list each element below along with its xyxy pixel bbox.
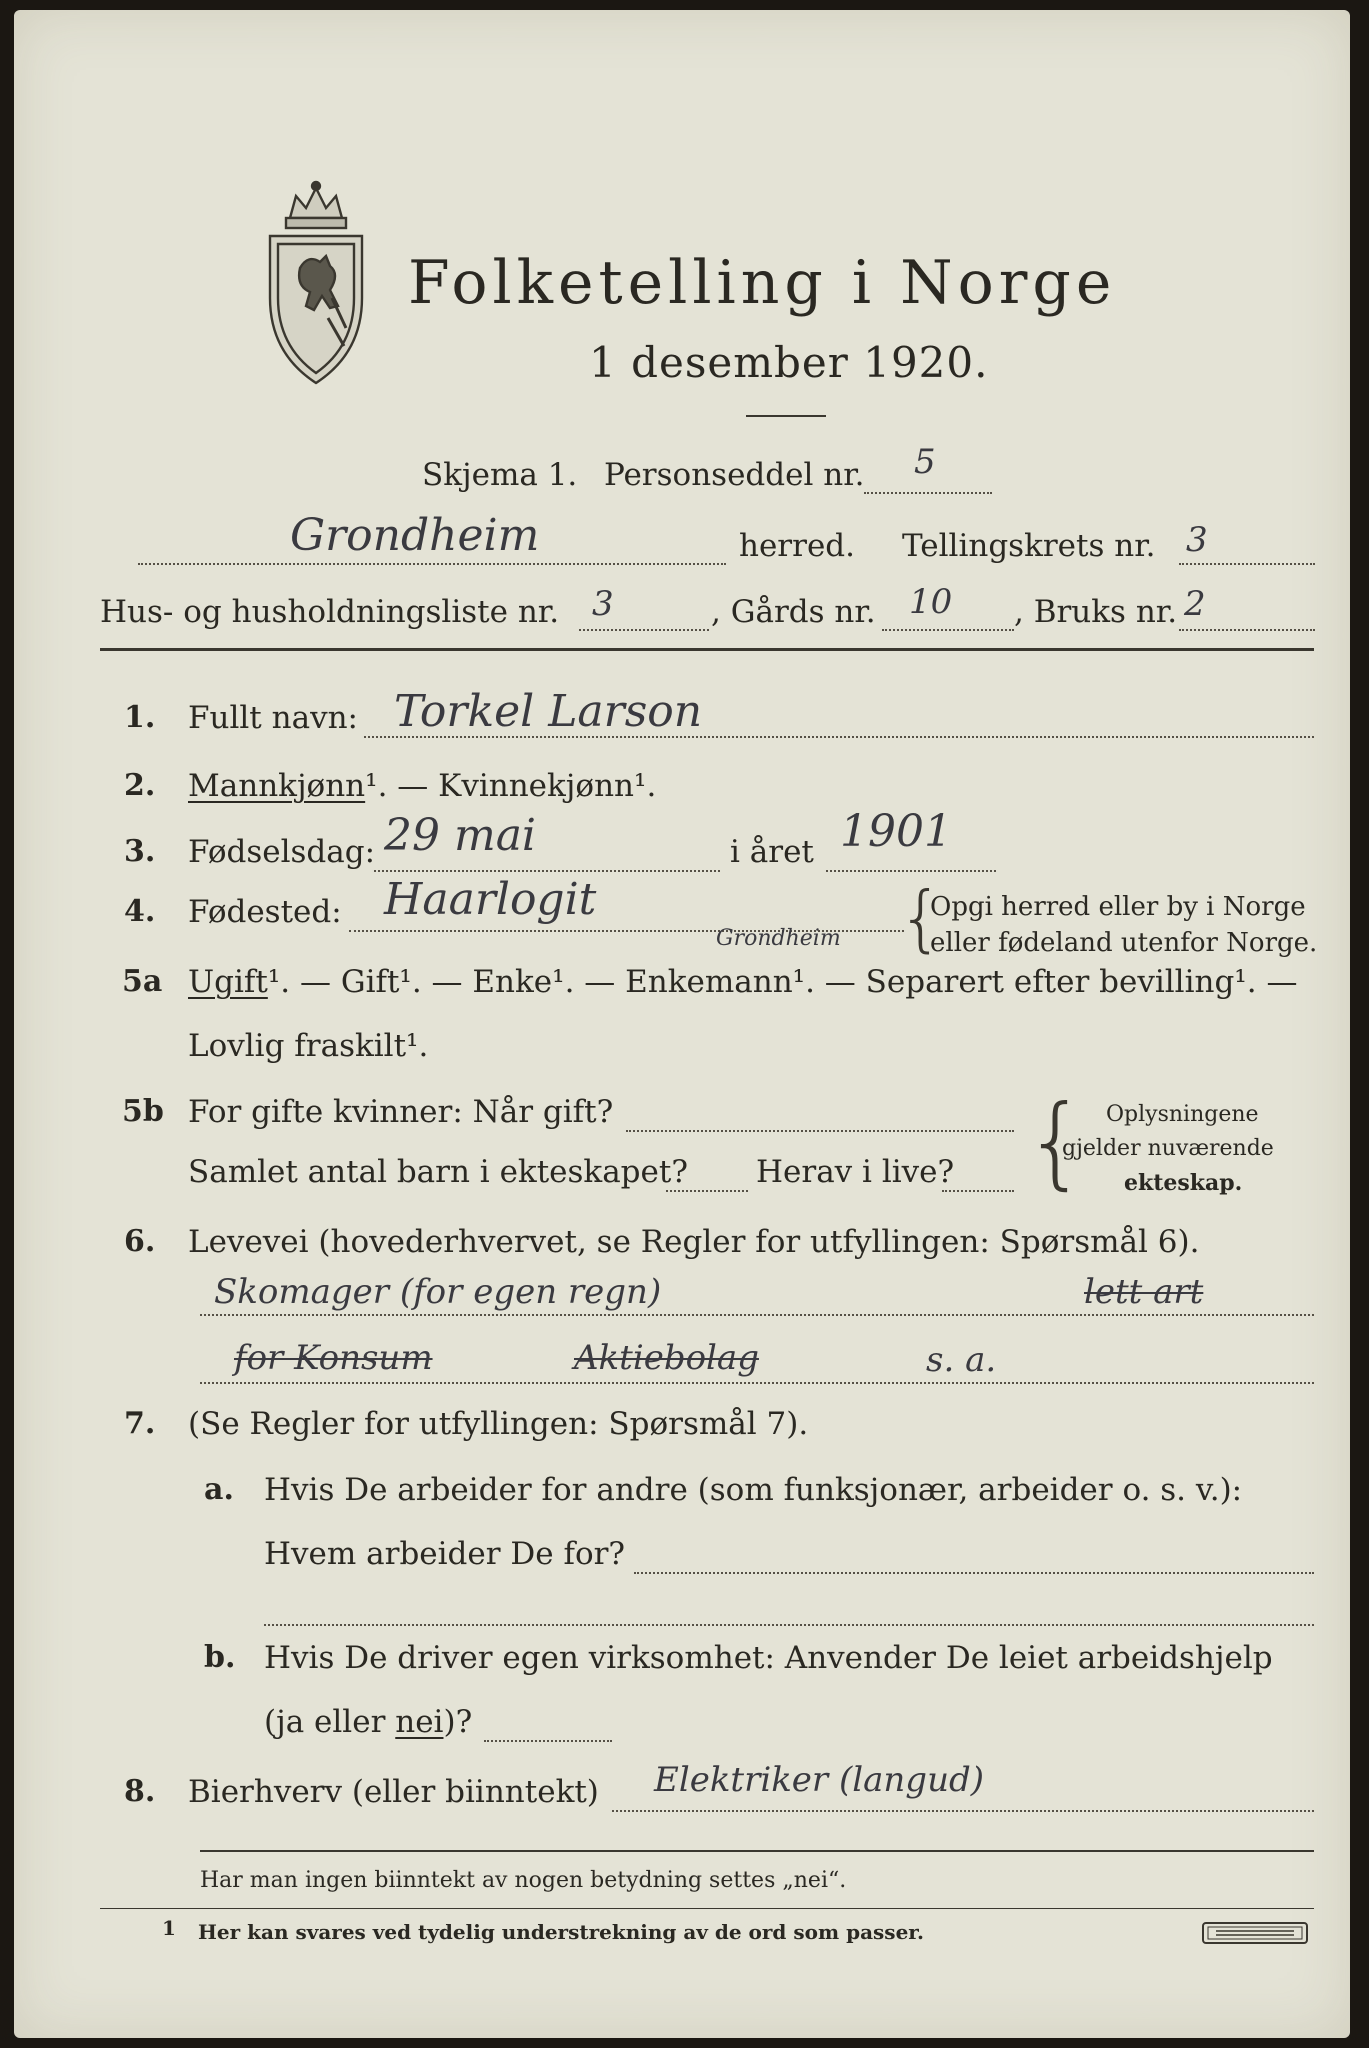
q4-note-line1: Opgi herred eller by i Norge — [930, 892, 1306, 922]
q1-number: 1. — [124, 700, 156, 735]
q3-label: Fødselsdag: — [188, 834, 376, 870]
full-name-value: Torkel Larson — [394, 686, 703, 737]
gards-label: , Gårds nr. — [711, 594, 876, 630]
q7b-label: Hvis De driver egen virksomhet: Anvender De leiet arbeidshjelp — [264, 1640, 1273, 1676]
occupation-line-1 — [200, 1314, 1314, 1316]
employer-line-2 — [264, 1624, 1314, 1626]
no-option: nei — [395, 1704, 444, 1740]
q2-line: Mannkjønn¹. — Kvinnekjønn¹. — [188, 768, 657, 804]
herred-label: herred. — [739, 528, 855, 564]
q5b-label3: Herav i live? — [756, 1154, 955, 1190]
q7a-label: Hvis De arbeider for andre (som funksjonær, arbeider o. s. v.): — [264, 1472, 1243, 1508]
q8-label: Bierhverv (eller biinntekt) — [188, 1774, 599, 1810]
bruks-value: 2 — [1184, 584, 1206, 624]
q4-number: 4. — [124, 894, 156, 929]
bruks-line — [1179, 629, 1315, 631]
q5b-label1: For gifte kvinner: Når gift? — [188, 1094, 614, 1130]
side-income-line — [612, 1810, 1314, 1812]
children-line — [666, 1190, 748, 1192]
footnote-divider — [100, 1908, 1314, 1909]
q7a-letter: a. — [204, 1472, 234, 1507]
herred-line — [138, 563, 726, 565]
occupation-struck-2: for Konsum — [234, 1338, 433, 1378]
q5a-number: 5a — [122, 964, 163, 999]
unmarried-option: Ugift — [188, 964, 268, 1000]
birthyear-line — [826, 870, 996, 872]
header-divider — [100, 648, 1314, 651]
q4-brace: { — [898, 876, 944, 960]
q5b-note-line2: gjelder nuværende — [1062, 1136, 1274, 1161]
title-divider — [746, 415, 826, 417]
q7-number: 7. — [124, 1406, 156, 1441]
hired-help-line — [484, 1740, 612, 1742]
norwegian-lion-crest-icon — [260, 178, 372, 388]
q2-number: 2. — [124, 768, 156, 803]
q7b-label2: (ja eller nei)? — [264, 1704, 473, 1740]
herred-value: Grondheim — [290, 510, 540, 561]
q1-label: Fullt navn: — [188, 700, 358, 736]
side-income-value: Elektriker (langud) — [654, 1760, 984, 1800]
occupation-value-2: s. a. — [926, 1340, 997, 1380]
q5b-brace: { — [1024, 1083, 1088, 1200]
q5b-note-line1: Oplysningene — [1106, 1102, 1259, 1127]
schema-label: Skjema 1. — [422, 457, 578, 493]
gards-value: 10 — [909, 582, 953, 622]
birthyear-value: 1901 — [840, 806, 952, 857]
q4-label: Fødested: — [188, 894, 342, 930]
birthday-line — [374, 870, 720, 872]
q6-label: Levevei (hovederhvervet, se Regler for utfyllingen: Spørsmål 6). — [188, 1224, 1200, 1260]
occupation-value-1: Skomager (for egen regn) — [214, 1272, 662, 1312]
footnote-mark: 1 — [162, 1916, 176, 1940]
husliste-label: Hus- og husholdningsliste nr. — [100, 594, 560, 630]
birthplace-value-2: Grondheim — [716, 926, 841, 951]
birthday-value: 29 mai — [384, 810, 537, 861]
q5b-number: 5b — [122, 1094, 164, 1129]
footnote-text: Her kan svares ved tydelig understrekning av de ord som passer. — [198, 1920, 924, 1944]
q5b-note-line3: ekteskap. — [1124, 1170, 1243, 1196]
occupation-line-2 — [200, 1382, 1314, 1384]
alive-line — [942, 1190, 1014, 1192]
husliste-value: 3 — [592, 584, 614, 624]
q5a-line: Ugift¹. — Gift¹. — Enke¹. — Enkemann¹. — Separert efter bevilling¹. — — [188, 964, 1298, 1000]
q7a-label2: Hvem arbeider De for? — [264, 1536, 626, 1572]
married-when-line — [626, 1130, 1014, 1132]
census-date: 1 desember 1920. — [589, 338, 989, 387]
footer-note: Har man ingen biinntekt av nogen betydning settes „nei“. — [200, 1868, 847, 1893]
birthplace-value: Haarlogit — [384, 874, 597, 925]
printer-stamp-icon — [1202, 1922, 1308, 1944]
census-form — [14, 10, 1350, 2038]
tellingskrets-line — [1179, 563, 1315, 565]
q3-number: 3. — [124, 834, 156, 869]
gards-line — [882, 629, 1014, 631]
occupation-struck-1: lett art — [1084, 1272, 1204, 1312]
q3-year-label: i året — [730, 834, 814, 870]
male-option: Mannkjønn — [188, 768, 366, 804]
bruks-label: , Bruks nr. — [1014, 594, 1178, 630]
personseddel-line — [864, 492, 992, 494]
occupation-struck-3: Aktiebolag — [574, 1338, 759, 1378]
tellingskrets-value: 3 — [1186, 520, 1208, 560]
q7-label: (Se Regler for utfyllingen: Spørsmål 7). — [188, 1406, 809, 1442]
personseddel-label: Personseddel nr. — [604, 457, 865, 493]
q4-note-line2: eller fødeland utenfor Norge. — [930, 928, 1318, 958]
q7b-letter: b. — [204, 1640, 236, 1675]
personseddel-value: 5 — [914, 442, 936, 482]
form-title: Folketelling i Norge — [408, 248, 1117, 318]
husliste-line — [579, 629, 709, 631]
q8-number: 8. — [124, 1774, 156, 1809]
footer-divider — [200, 1850, 1314, 1852]
q5a-line2: Lovlig fraskilt¹. — [188, 1028, 429, 1064]
q5b-label2: Samlet antal barn i ekteskapet? — [188, 1154, 688, 1190]
tellingskrets-label: Tellingskrets nr. — [902, 528, 1156, 564]
q6-number: 6. — [124, 1224, 156, 1259]
female-option: Kvinnekjønn — [438, 768, 635, 804]
employer-line — [634, 1572, 1314, 1574]
